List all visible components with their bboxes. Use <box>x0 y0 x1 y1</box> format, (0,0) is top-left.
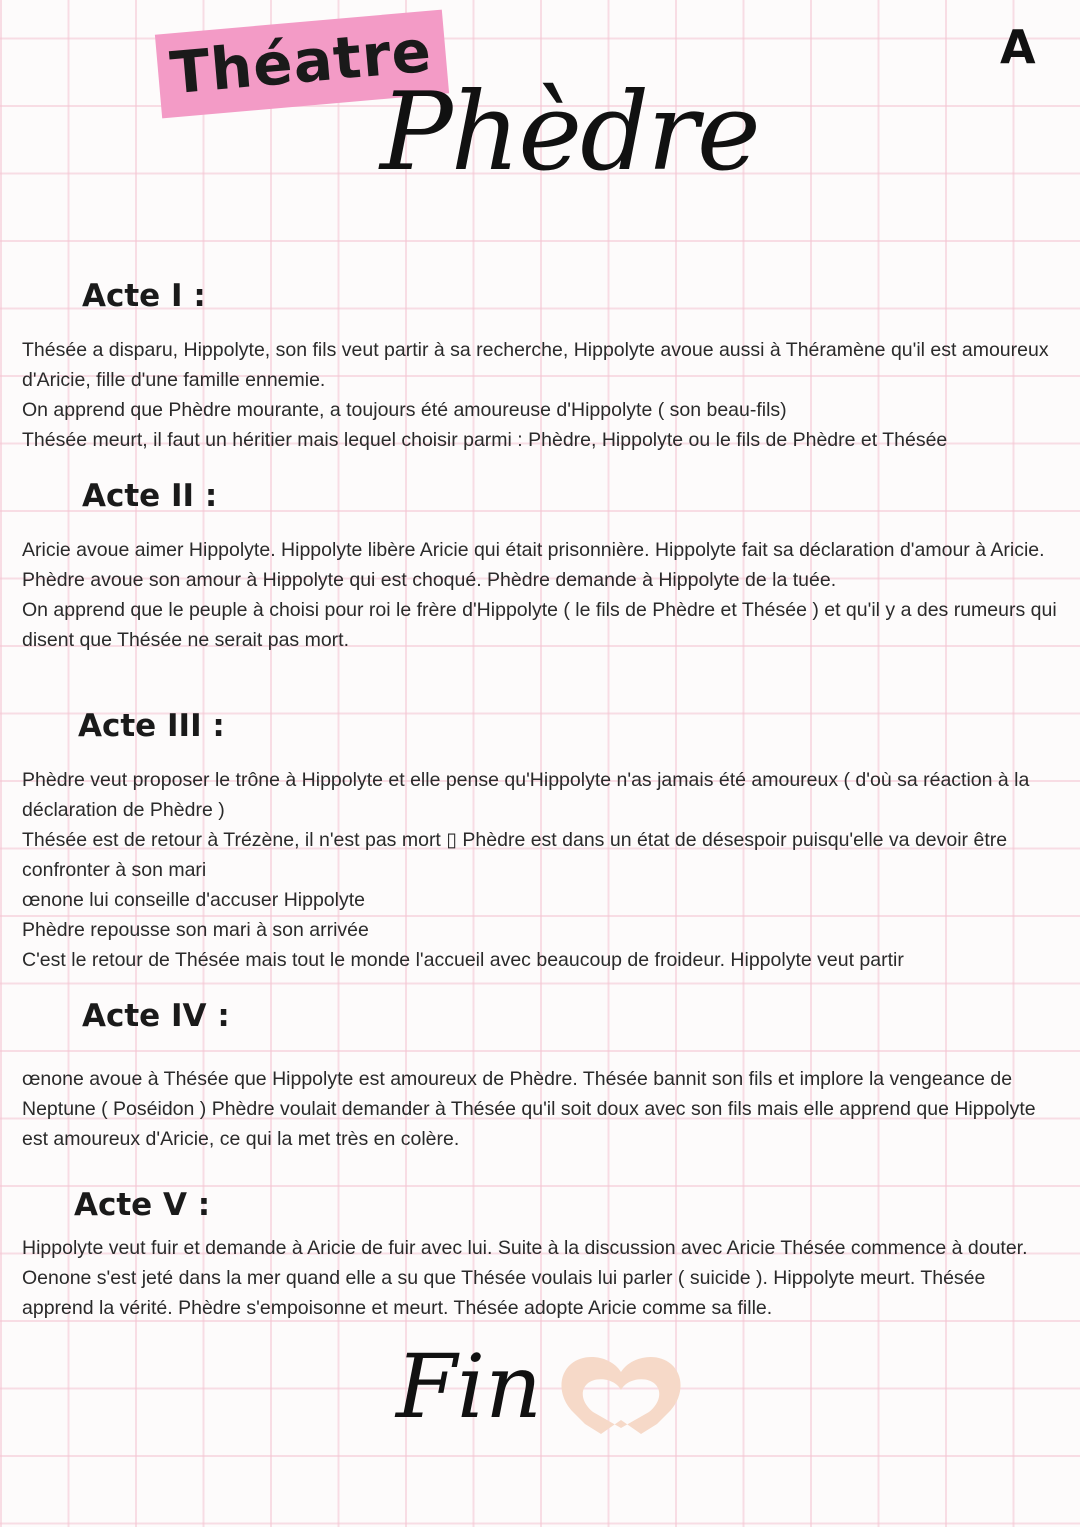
act-3-paragraph: C'est le retour de Thésée mais tout le monde l'accueil avec beaucoup de froideur. Hippolyte veut partir <box>22 949 904 971</box>
category-title: Théatre <box>167 16 435 108</box>
act-1-paragraph: On apprend que Phèdre mourante, a toujours été amoureuse d'Hippolyte ( son beau-fils) <box>22 399 787 421</box>
heart-hands-icon <box>555 1350 687 1434</box>
act-3-heading: Acte III : <box>78 708 225 744</box>
act-3-text <box>22 765 1062 975</box>
act-3-paragraph: Phèdre repousse son mari à son arrivée <box>22 919 369 941</box>
act-2-text <box>22 535 1062 655</box>
act-1-paragraph: Thésée a disparu, Hippolyte, son fils veut partir à sa recherche, Hippolyte avoue aussi à Théramène qu'il est amoureux d'Aricie, fille d'une famille ennemie. <box>22 339 1049 391</box>
act-3-paragraph: Phèdre veut proposer le trône à Hippolyte et elle pense qu'Hippolyte n'as jamais été amoureux ( d'où sa réaction à la déclaration de Phèdre ) <box>22 769 1030 821</box>
act-2-paragraph: Aricie avoue aimer Hippolyte. Hippolyte libère Aricie qui était prisonnière. Hippolyte fait sa déclaration d'amour à Aricie. <box>22 539 1045 561</box>
corner-letter: A <box>1000 20 1036 74</box>
act-4-heading: Acte IV : <box>82 998 230 1034</box>
act-2-paragraph: Phèdre avoue son amour à Hippolyte qui est choqué. Phèdre demande à Hippolyte de la tuée. <box>22 569 837 591</box>
act-1-text <box>22 335 1062 455</box>
act-5-heading: Acte V : <box>74 1187 211 1223</box>
act-4-text <box>22 1064 1062 1154</box>
act-3-paragraph: œnone lui conseille d'accuser Hippolyte <box>22 889 365 911</box>
act-1-paragraph: Thésée meurt, il faut un héritier mais lequel choisir parmi : Phèdre, Hippolyte ou le fils de Phèdre et Thésée <box>22 429 948 451</box>
act-2-paragraph: On apprend que le peuple à choisi pour roi le frère d'Hippolyte ( le fils de Phèdre et Thésée ) et qu'il y a des rumeurs qui disent que Thésée ne serait pas mort. <box>22 599 1057 651</box>
act-1-heading: Acte I : <box>82 278 206 314</box>
page-title: Phèdre <box>380 70 759 195</box>
heart-hands-shape <box>561 1357 680 1434</box>
act-4-paragraph: œnone avoue à Thésée que Hippolyte est amoureux de Phèdre. Thésée bannit son fils et implore la vengeance de Neptune ( Poséidon ) Phèdre voulait demander à Thésée qu'il soit doux avec son fils mais elle apprend que Hippolyte est amoureux d'Aricie, ce qui la met très en colère. <box>22 1068 1036 1150</box>
act-3-paragraph: Thésée est de retour à Trézène, il n'est pas mort ▯ Phèdre est dans un état de désespoir puisqu'elle va devoir être confronter à son mari <box>22 829 1008 881</box>
act-2-heading: Acte II : <box>82 478 218 514</box>
end-title: Fin <box>396 1335 542 1438</box>
act-5-text <box>22 1233 1062 1323</box>
act-5-paragraph: Hippolyte veut fuir et demande à Aricie de fuir avec lui. Suite à la discussion avec Aricie Thésée commence à douter. Oenone s'est jeté dans la mer quand elle a su que Thésée voulais lui parler ( suicide ). Hippolyte meurt. Thésée apprend la vérité. Phèdre s'empoisonne et meurt. Thésée adopte Aricie comme sa fille. <box>22 1237 1028 1319</box>
